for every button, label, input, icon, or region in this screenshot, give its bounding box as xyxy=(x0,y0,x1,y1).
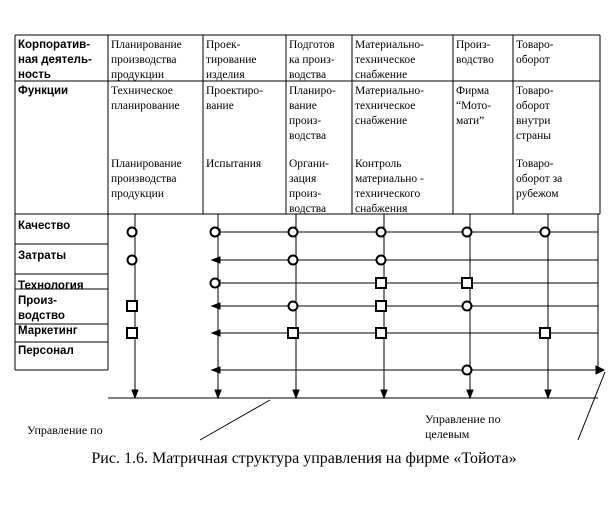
goal-arrows xyxy=(108,214,605,440)
square-mark xyxy=(540,328,550,338)
header-col-planning: Планирование производства продукции xyxy=(111,39,182,81)
goal-label-costs: Затраты xyxy=(18,250,67,262)
functions-row-label: Функции xyxy=(18,85,69,97)
circle-mark xyxy=(289,256,298,265)
header-col-supply: Материально- техническое снабжение xyxy=(355,39,424,81)
square-mark xyxy=(376,278,386,288)
function-lower-1: Планирование производства продукции xyxy=(111,158,182,200)
circle-mark xyxy=(289,302,298,311)
function-upper-4: Материально- техническое снабжение xyxy=(355,85,424,127)
function-upper-2: Проектиро- вание xyxy=(206,85,263,112)
goal-arrowhead xyxy=(212,330,220,336)
function-arrowhead xyxy=(132,390,138,398)
function-arrowhead xyxy=(381,390,387,398)
square-mark xyxy=(376,328,386,338)
square-mark xyxy=(376,301,386,311)
goal-arrowhead xyxy=(212,303,220,309)
circle-mark xyxy=(463,228,472,237)
function-arrowhead xyxy=(215,390,221,398)
footer-right-label: Управление по целевым xyxy=(425,412,501,441)
goal-label-production: Произ- водство xyxy=(18,295,65,322)
function-lower-3: Органи- зация произ- водства xyxy=(289,158,330,215)
header-col-preparation: Подготов ка произ- водства xyxy=(289,39,335,81)
header-row-label: Корпоратив- ная деятель- ность xyxy=(18,39,92,81)
header-col-design: Проек- тирование изделия xyxy=(206,39,257,81)
function-upper-3: Планиро- вание произ- водства xyxy=(289,85,336,142)
circle-mark xyxy=(377,228,386,237)
square-mark xyxy=(462,278,472,288)
goal-label-quality: Качество xyxy=(18,220,71,232)
function-lower-2: Испытания xyxy=(206,158,262,170)
intersection-marks xyxy=(127,228,550,375)
function-upper-5: Фирма “Мото- мати” xyxy=(456,85,492,127)
function-upper-6: Товаро- оборот внутри страны xyxy=(516,85,554,142)
header-col-production: Произ- водство xyxy=(456,39,494,66)
circle-mark xyxy=(128,256,137,265)
function-arrowhead xyxy=(467,390,473,398)
square-mark xyxy=(127,301,137,311)
right-arrowhead xyxy=(596,366,604,374)
circle-mark xyxy=(463,302,472,311)
goal-label-marketing: Маркетинг xyxy=(18,325,78,337)
square-mark xyxy=(127,328,137,338)
circle-mark xyxy=(463,366,472,375)
header-col-turnover: Товаро- оборот xyxy=(516,39,554,66)
goal-arrowhead xyxy=(212,367,220,373)
circle-mark xyxy=(211,279,220,288)
goal-label-personnel: Персонал xyxy=(18,345,74,357)
footer-left-label: Управление по xyxy=(27,423,103,437)
function-arrowhead xyxy=(545,390,551,398)
goal-arrowhead xyxy=(212,257,220,263)
circle-mark xyxy=(211,228,220,237)
function-lower-4: Контроль материально - технического снабжения xyxy=(355,158,424,215)
circle-mark xyxy=(377,256,386,265)
square-mark xyxy=(288,328,298,338)
figure-caption: Рис. 1.6. Матричная структура управления на фирме «Тойота» xyxy=(91,450,517,467)
function-arrowhead xyxy=(293,390,299,398)
footer-pointer-right xyxy=(578,372,605,440)
goal-label-technology: Технология xyxy=(18,280,84,292)
circle-mark xyxy=(128,228,137,237)
footer-pointer-left xyxy=(200,400,270,440)
circle-mark xyxy=(541,228,550,237)
circle-mark xyxy=(289,228,298,237)
function-upper-1: Техническое планирование xyxy=(111,85,180,112)
function-lower-6: Товаро- оборот за рубежом xyxy=(516,158,563,200)
